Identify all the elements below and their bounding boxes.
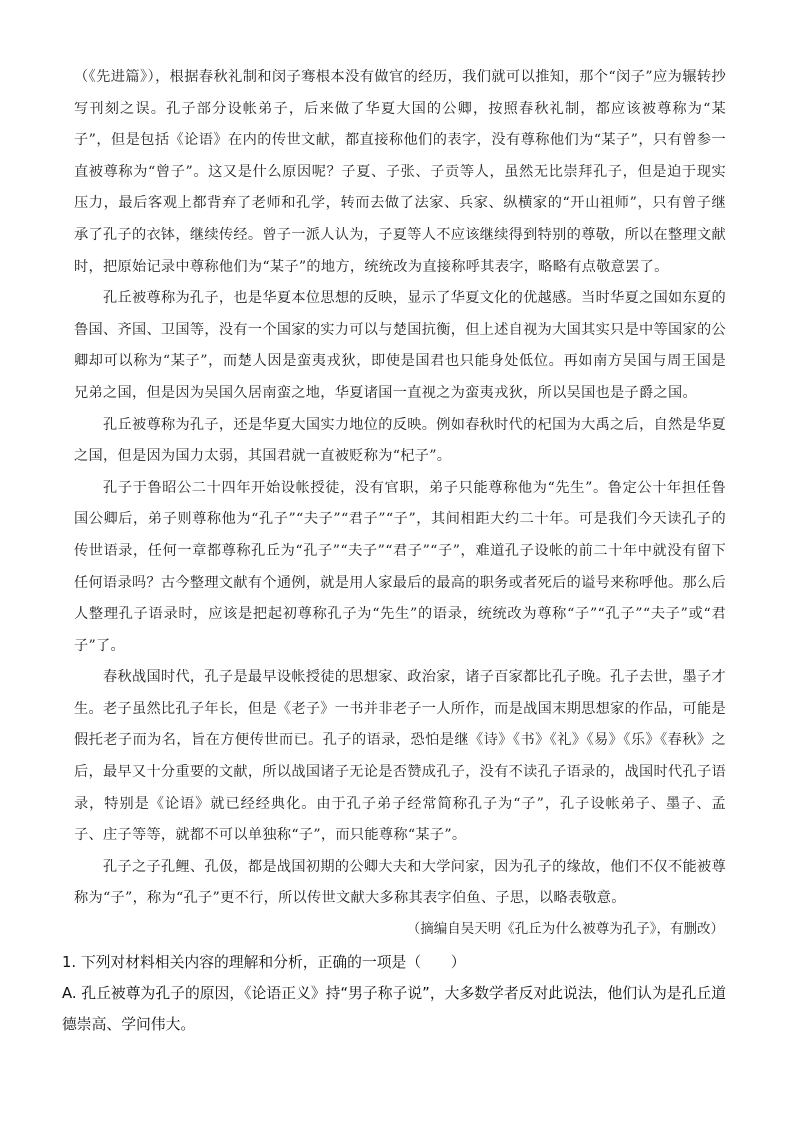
paragraph-3: 孔丘被尊称为孔子，还是华夏大国实力地位的反映。例如春秋时代的杞国为大禹之后，自然是华夏之国，但是因为国力太弱，其国君就一直被贬称为“杞子”。	[74, 416, 726, 465]
option-a: A. 孔丘被尊为孔子的原因，《论语正义》持“男子称子说”，大多数学者反对此说法，他们认为是孔丘道德崇高、学问伟大。	[62, 985, 726, 1034]
document-page	[62, 62, 726, 1040]
paragraph-2: 孔丘被尊称为孔子，也是华夏本位思想的反映，显示了华夏文化的优越感。当时华夏之国如东夏的鲁国、齐国、卫国等，没有一个国家的实力可以与楚国抗衡，但上述自视为大国其实只是中等国家的公卿却可以称为“某子”，而楚人因是蛮夷戎狄，即使是国君也只能身处低位。再如南方吴国与周王国是兄弟之国，但是因为吴国久居南蛮之地，华夏诸国一直视之为蛮夷戎狄，所以吴国也是子爵之国。	[74, 290, 726, 401]
paragraph-4: 孔子于鲁昭公二十四年开始设帐授徒，没有官职，弟子只能尊称他为“先生”。鲁定公十年担任鲁国公卿后，弟子则尊称他为“孔子”“夫子”“君子”“子”，其间相距大约二十年。可是我们今天读孔子的传世语录，任何一章都尊称孔丘为“孔子”“夫子”“君子”“子”，难道孔子设帐的前二十年中就没有留下任何语录吗？古今整理文献有个通例，就是用人家最后的最高的职务或者死后的谥号来称呼他。那么后人整理孔子语录时，应该是把起初尊称孔子为“先生”的语录，统统改为尊称“子”“孔子”“夫子”或“君子”了。	[74, 479, 726, 654]
paragraph-1: （《先进篇》），根据春秋礼制和闵子骞根本没有做官的经历，我们就可以推知，那个“闵子”应为辗转抄写刊刻之误。孔子部分设帐弟子，后来做了华夏大国的公卿，按照春秋礼制，都应该被尊称为“某子”，但是包括《论语》在内的传世文献，都直接称他们的表字，没有尊称他们为“某子”，只有曾参一直被尊称为“曾子”。这又是什么原因呢？子夏、子张、子贡等人，虽然无比崇拜孔子，但是迫于现实压力，最后客观上都背弃了老师和孔学，转而去做了法家、兵家、纵横家的“开山祖师”，只有曾子继承了孔子的衣钵，继续传经。曾子一派人认为，子夏等人不应该继续得到特别的尊敬，所以在整理文献时，把原始记录中尊称他们为“某子”的地方，统统改为直接称呼其表字，略略有点敬意罢了。	[74, 69, 726, 275]
question-stem: 1. 下列对材料相关内容的理解和分析，正确的一项是（ ）	[62, 954, 466, 972]
paragraph-6: 孔子之子孔鲤、孔伋，都是战国初期的公卿大夫和大学问家，因为孔子的缘故，他们不仅不能被尊称为“子”，称为“孔子”更不行，所以传世文献大多称其表字伯鱼、子思，以略表敬意。	[74, 858, 726, 907]
paragraph-5: 春秋战国时代，孔子是最早设帐授徒的思想家、政治家，诸子百家都比孔子晚。孔子去世，墨子才生。老子虽然比孔子年长，但是《老子》一书并非老子一人所作，而是战国末期思想家的作品，可能是假托老子而为名，旨在方便传世而已。孔子的语录，恐怕是继《诗》《书》《礼》《易》《乐》《春秋》之后，最早又十分重要的文献，所以战国诸子无论是否赞成孔子，没有不读孔子语录的，战国时代孔子语录，特别是《论语》就已经经典化。由于孔子弟子经常简称孔子为“子”，孔子设帐弟子、墨子、孟子、庄子等等，就都不可以单独称“子”，而只能尊称“某子”。	[74, 669, 726, 844]
article-source: （摘编自吴天明《孔丘为什么被尊为孔子》，有删改）	[406, 921, 724, 938]
